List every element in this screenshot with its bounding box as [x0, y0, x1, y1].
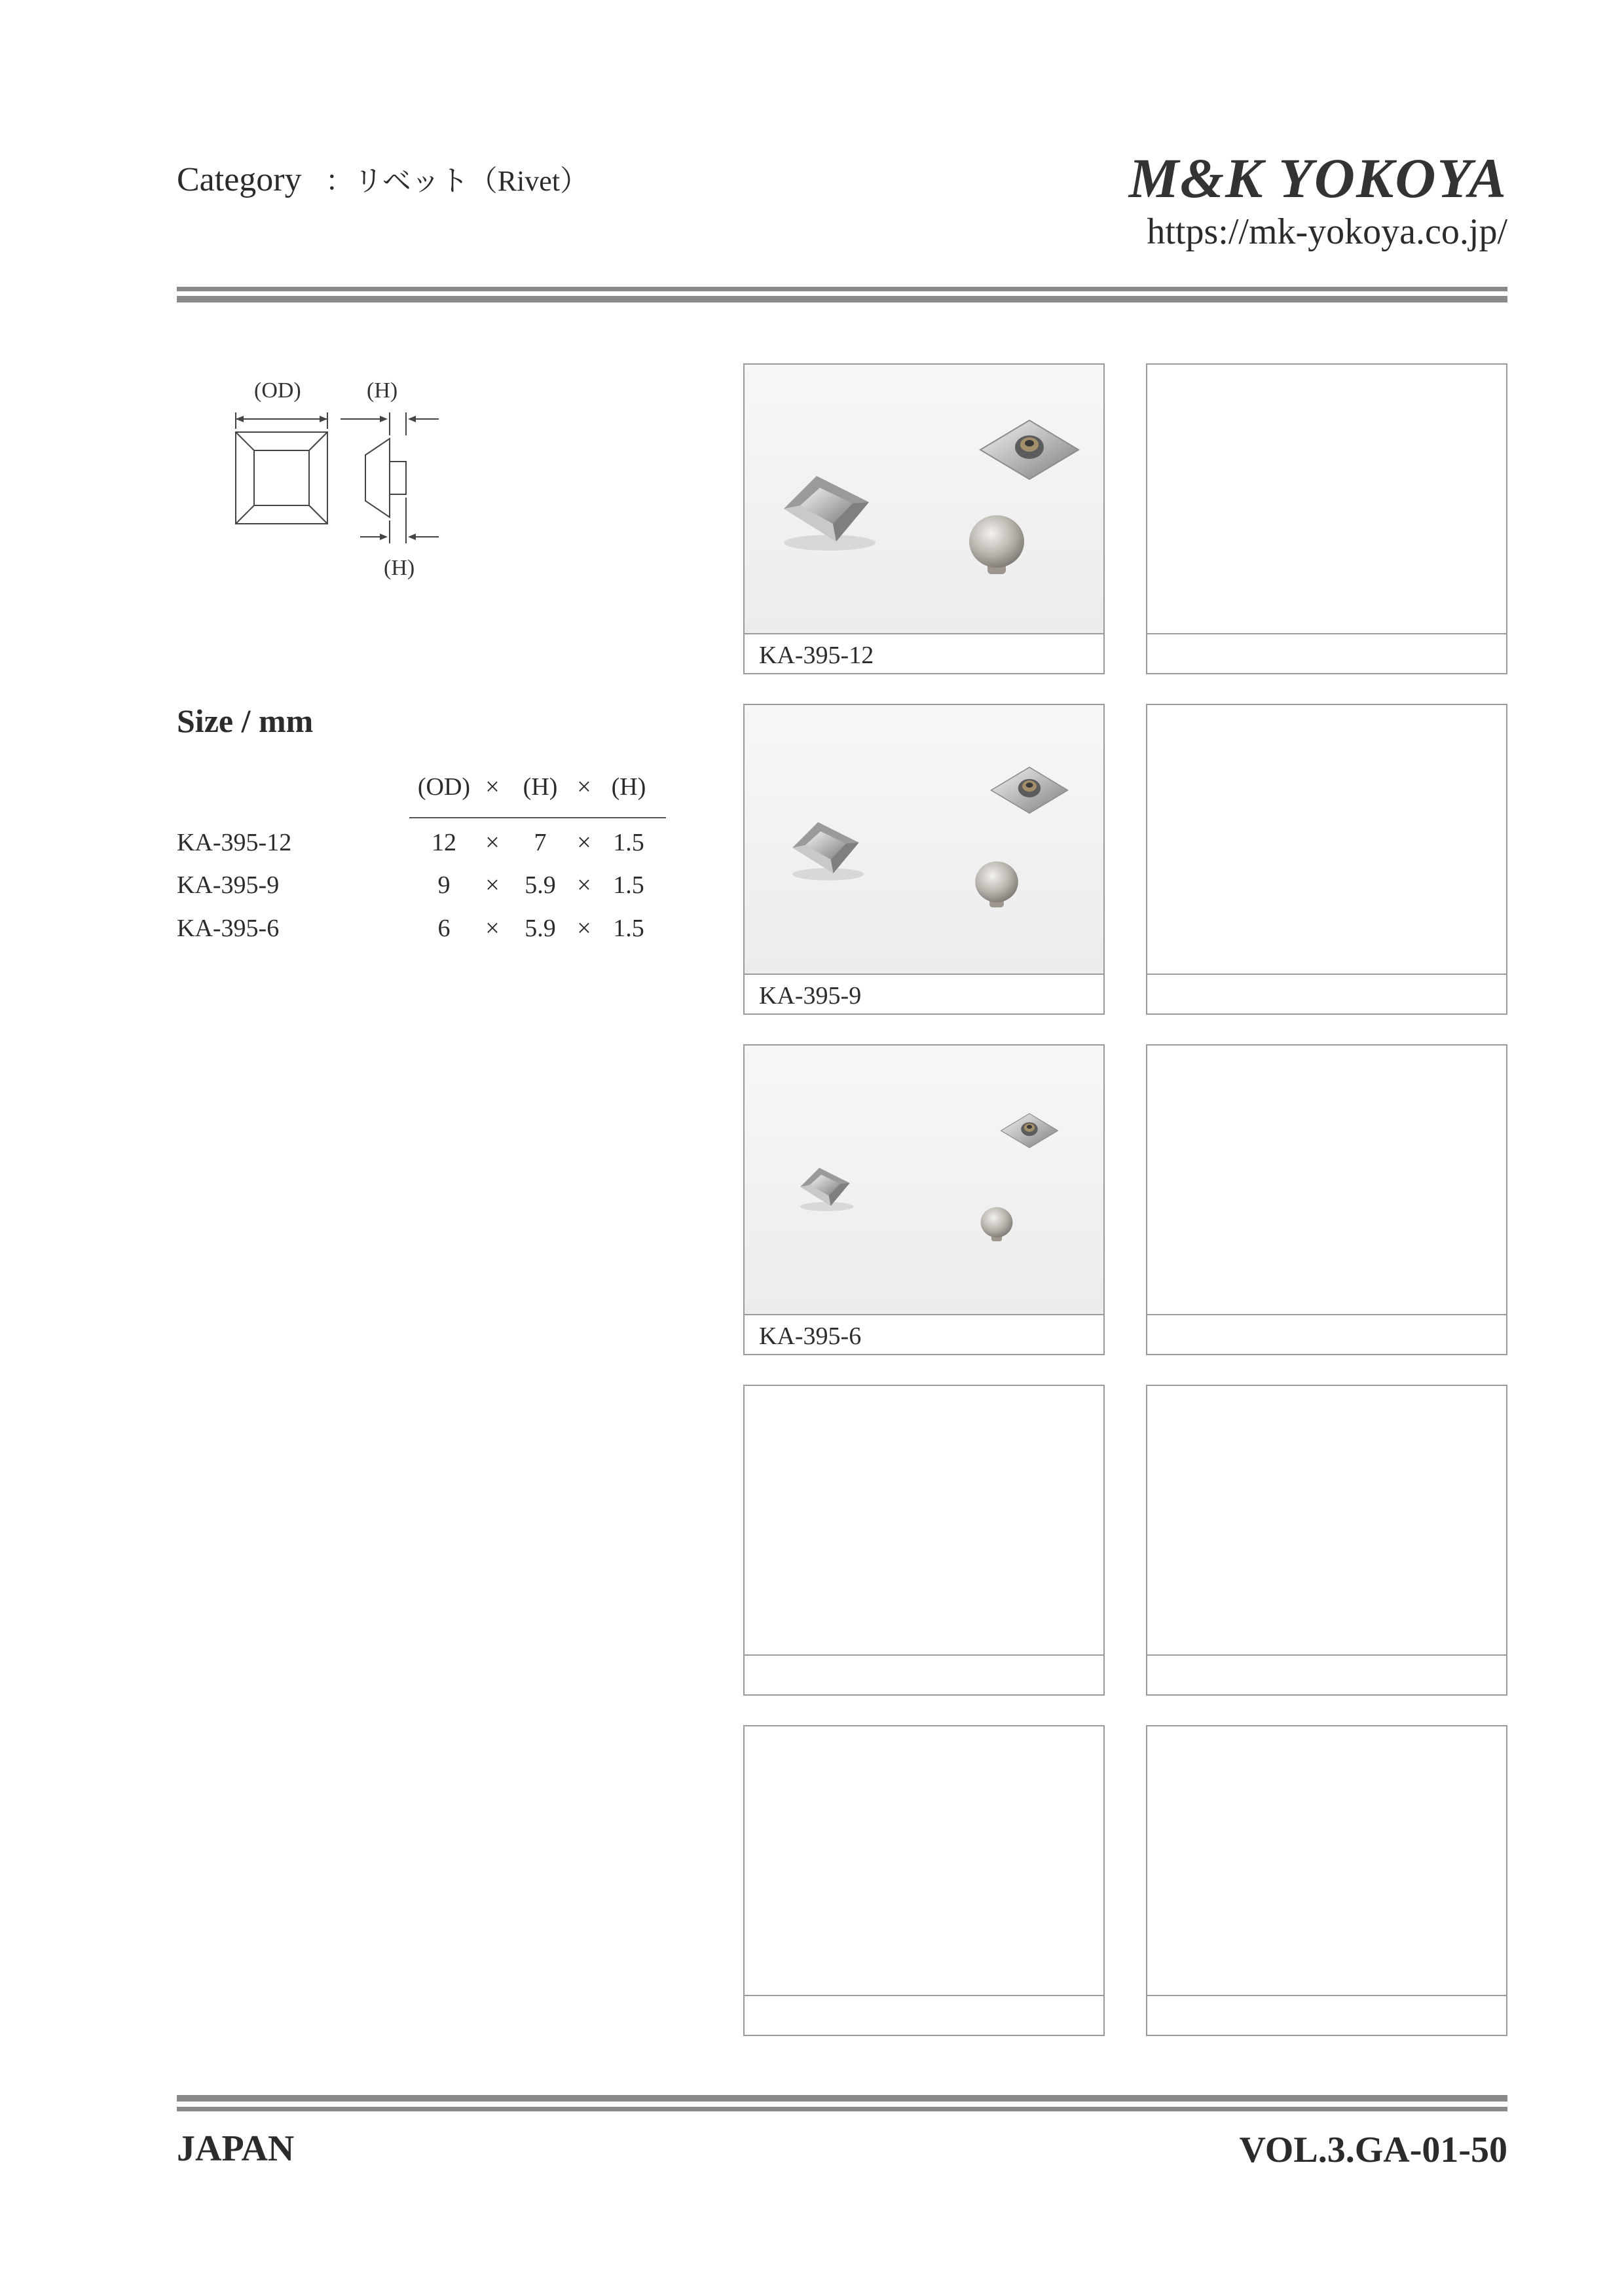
product-card-empty — [1146, 704, 1507, 1015]
product-photo-empty — [745, 1726, 1103, 1995]
product-card-empty — [1146, 1044, 1507, 1355]
category-line — [177, 157, 589, 199]
product-photo-empty — [1147, 1386, 1506, 1654]
product-photo-empty — [1147, 1726, 1506, 1995]
header-divider — [177, 287, 1507, 291]
col-h-header: (H) — [523, 773, 558, 801]
col-h2-header: (H) — [611, 773, 646, 801]
size-row-times: × — [577, 871, 591, 899]
product-card-empty — [1146, 1385, 1507, 1696]
size-row-h: 5.9 — [525, 871, 556, 899]
footer-divider — [177, 2107, 1507, 2111]
product-photo-empty — [745, 1386, 1103, 1654]
h-label-top: (H) — [367, 378, 398, 403]
rivet-set-illustration — [745, 705, 1103, 974]
size-row-code: KA-395-6 — [177, 915, 280, 942]
size-row-code: KA-395-9 — [177, 871, 280, 899]
product-card-ka-395-6[interactable] — [743, 1044, 1105, 1355]
size-row-times: × — [577, 829, 591, 856]
size-row-h: 7 — [534, 829, 547, 856]
rivet-set-illustration — [745, 1046, 1103, 1314]
size-row-times: × — [485, 915, 500, 942]
product-card-empty — [743, 1385, 1105, 1696]
size-row-h: 5.9 — [525, 915, 556, 942]
brand-name: M&K YOKOYA — [1128, 147, 1507, 210]
rivet-set-illustration — [745, 365, 1103, 633]
footer-page-code: VOL.3.GA-01-50 — [1239, 2130, 1507, 2170]
size-row-h2: 1.5 — [613, 871, 644, 899]
category-label: Category — [177, 161, 302, 198]
product-card-ka-395-9[interactable] — [743, 704, 1105, 1015]
product-photo — [745, 365, 1103, 633]
footer-divider-thick — [177, 2095, 1507, 2102]
category-value: ：リベット（Rivet） — [325, 165, 589, 197]
size-row-h2: 1.5 — [613, 829, 644, 856]
header-divider-thick — [177, 296, 1507, 302]
size-row-times: × — [485, 871, 500, 899]
product-card-empty — [743, 1725, 1105, 2036]
col-od-header: (OD) — [417, 773, 471, 801]
product-card-empty — [1146, 1725, 1507, 2036]
size-row-times: × — [577, 915, 591, 942]
product-photo — [745, 1046, 1103, 1314]
footer-country: JAPAN — [177, 2128, 295, 2169]
product-caption: KA-395-9 — [759, 982, 862, 1010]
website-url[interactable]: https://mk-yokoya.co.jp/ — [1147, 211, 1507, 252]
table-header-rule — [409, 817, 666, 818]
size-row-od: 9 — [437, 871, 451, 899]
h-label-bottom: (H) — [384, 556, 415, 580]
product-caption: KA-395-6 — [759, 1322, 862, 1350]
product-photo-empty — [1147, 705, 1506, 974]
product-card-ka-395-12[interactable] — [743, 363, 1105, 674]
product-photo — [745, 705, 1103, 974]
product-photo-empty — [1147, 1046, 1506, 1314]
product-photo-empty — [1147, 365, 1506, 633]
size-title: Size / mm — [177, 702, 314, 739]
product-card-empty — [1146, 363, 1507, 674]
col-times-header: × — [485, 773, 500, 801]
col-times-header: × — [577, 773, 591, 801]
rivet-dimension-diagram — [216, 373, 465, 589]
product-caption: KA-395-12 — [759, 642, 874, 669]
size-row-code: KA-395-12 — [177, 829, 292, 856]
size-row-od: 12 — [432, 829, 456, 856]
size-row-times: × — [485, 829, 500, 856]
od-label: (OD) — [254, 378, 301, 403]
size-row-od: 6 — [437, 915, 451, 942]
size-row-h2: 1.5 — [613, 915, 644, 942]
